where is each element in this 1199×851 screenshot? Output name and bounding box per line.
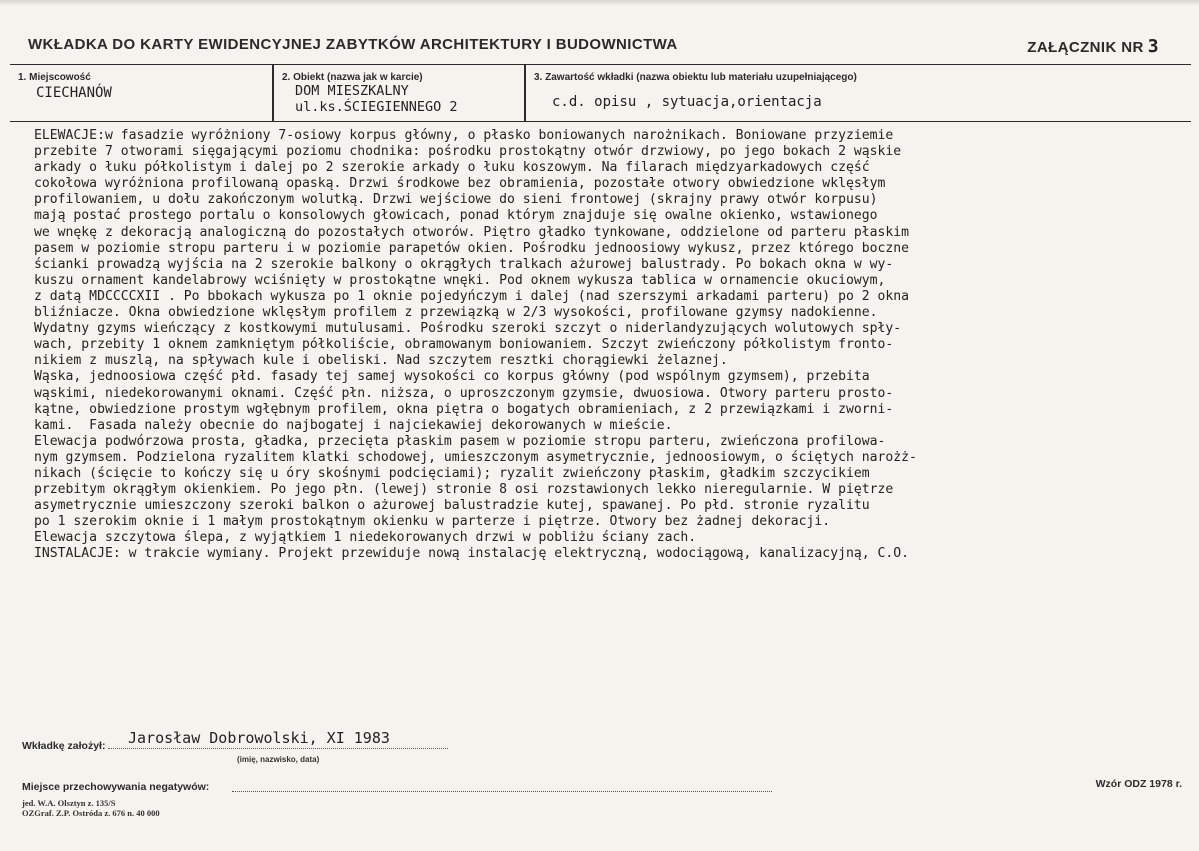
description-line: po 1 szerokim oknie i 1 małym prostokątnym okienku w parterze i piętrze. Otwory bez żadnej dekoracji. — [34, 514, 831, 530]
imprint-line-1: jed. W.A. Olsztyn z. 135/S — [22, 798, 116, 808]
description-line: pasem w poziomie stropu parteru i w poziomie parapetów okien. Pośrodku jednoosiowy wykusz, przez którego boczne — [34, 240, 910, 256]
description-line: kuszu ornament kandelabrowy wciśnięty w prostokątne wnęki. Pod oknem wykusza tablica w ornamencie okuciowym, — [34, 272, 886, 288]
description-line: Wydatny gzyms wieńczący z kostkowymi mutulusami. Pośrodku szeroki szczyt o niderlandyzujących wolutowych spły- — [34, 321, 902, 337]
description-line: nikiem z muszlą, na spływach kule i obeliski. Nad szczytem resztki chorągiewki żelaznej. — [34, 353, 728, 369]
signature-line — [108, 748, 448, 749]
locality-value: CIECHANÓW — [36, 85, 112, 101]
form-title: WKŁADKA DO KARTY EWIDENCYJNEJ ZABYTKÓW ARCHITEKTURY I BUDOWNICTWA — [28, 36, 678, 53]
negatives-label: Miejsce przechowywania negatywów: — [22, 781, 210, 793]
description-line: kątne, obwiedzione prostym wgłębnym profilem, okna piętra o bogatych obramieniach, z 2 przewiązkami i zworni- — [34, 401, 894, 417]
description-line: we wnękę z dekoracją analogiczną do pozostałych otworów. Piętro gładko tynkowane, oddzielone od parteru płaskim — [34, 224, 910, 240]
object-line-2: ul.ks.ŚCIEGIENNEGO 2 — [295, 99, 458, 115]
description-line: wach, przebity 1 oknem zamkniętym półkoliście, obramowanym boniowaniem. Szczyt zwieńczony półkolistym fronto- — [34, 337, 894, 353]
annex-label: ZAŁĄCZNIK NR — [1027, 39, 1144, 56]
description-line: Elewacja podwórzowa prosta, gładka, przecięta płaskim pasem w poziomie stropu parteru, zwieńczona profilowa- — [34, 433, 886, 449]
page-edge — [0, 0, 1199, 6]
description-line: nym gzymsem. Podzielona ryzalitem klatki schodowej, umieszczonym asymetrycznie, jednoosiowym, o ściętych narożż- — [34, 449, 917, 465]
description-line: ELEWACJE:w fasadzie wyróżniony 7-osiowy korpus główny, o płasko boniowanych narożnikach. Boniowane przyziemie — [34, 128, 894, 143]
annex-heading — [1027, 36, 1159, 57]
contents-value: c.d. opisu , sytuacja,orientacja — [552, 94, 822, 110]
negatives-line — [232, 791, 772, 792]
description-line: przebite 7 otworami sięgającymi poziomu chodnika: pośrodku prostokątny otwór drzwiowy, po jego bokach 2 wąskie — [34, 144, 902, 160]
description-body — [34, 128, 1184, 563]
description-line: wąskimi, niedekorowanymi oknami. Część płn. niższa, o uproszczonym gzymsie, dwuosiowa. Otwory parteru prosto- — [34, 385, 894, 401]
form-model: Wzór ODZ 1978 r. — [1095, 778, 1182, 790]
description-line: kami. Fasada należy obecnie do najbogatej i najciekawiej dekorowanych w mieście. — [34, 417, 673, 433]
description-line: mają postać prostego portalu o konsolowych głowicach, ponad którym znajduje się owalne okienko, wstawionego — [34, 208, 878, 224]
annex-number: 3 — [1147, 36, 1159, 57]
description-line: INSTALACJE: w trakcie wymiany. Projekt przewiduje nową instalację elektryczną, wodociągową, kanalizacyjną, C.O. — [34, 546, 910, 562]
object-line-1: DOM MIESZKALNY — [295, 83, 409, 99]
signature-label: Wkładkę założył: — [22, 740, 106, 752]
signature-hint: (imię, nazwisko, data) — [237, 755, 320, 764]
object-label: 2. Obiekt (nazwa jak w karcie) — [282, 72, 423, 83]
description-line: z datą MDCCCCXII . Po bbokach wykusza po 1 oknie pojedyńczym i dalej (nad szerszymi arkadami parteru) po 2 okna — [34, 288, 910, 304]
imprint-line-2: OZGraf. Z.P. Ostróda z. 676 n. 40 000 — [22, 808, 160, 818]
signature-value: Jarosław Dobrowolski, XI 1983 — [128, 729, 390, 747]
description-line: cokołowa wyróżniona profilowaną opaską. Drzwi środkowe bez obramienia, pozostałe otwory obwiedzione wklęsłym — [34, 176, 886, 192]
column-divider — [524, 65, 526, 121]
header-fields-box — [10, 64, 1191, 122]
description-line: arkady o łuku półkolistym i dalej po 2 szerokie arkady o łuku koszowym. Na filarach międzyarkadowych część — [34, 160, 870, 176]
description-line: Wąska, jednoosiowa część płd. fasady tej samej wysokości co korpus główny (pod wspólnym gzymsem), przebita — [34, 369, 870, 385]
contents-label: 3. Zawartość wkładki (nazwa obiektu lub materiału uzupełniającego) — [534, 72, 857, 83]
description-line: asymetrycznie umieszczony szeroki balkon o ażurowej balustradzie kutej, spawanej. Po płd. stronie ryzalitu — [34, 498, 870, 514]
description-line: przebitym okrągłym okienkiem. Po jego płn. (lewej) stronie 8 osi rozstawionych lekko nieregularnie. W piętrze — [34, 482, 894, 498]
description-line: nikach (ścięcie to kończy się u óry skośnymi podcięciami); ryzalit zwieńczony płaskim, gładkim szczycikiem — [34, 465, 870, 481]
locality-label: 1. Miejscowość — [18, 72, 91, 83]
description-line: Elewacja szczytowa ślepa, z wyjątkiem 1 niedekorowanych drzwi w pobliżu ściany zach. — [34, 530, 697, 546]
description-line: profilowaniem, u dołu zakończonym wolutką. Drzwi wejściowe do sieni frontowej (skrajny prawy otwór korpusu) — [34, 192, 878, 208]
description-line: ścianki prowadzą wyjścia na 2 szerokie balkony o okrągłych tralkach ażurowej balustrady. Po bokach okna w wy- — [34, 256, 894, 272]
description-line: bliźniacze. Okna obwiedzione wklęsłym profilem z przewiązką w 2/3 wysokości, profilowane gzymsy nadokienne. — [34, 305, 878, 321]
column-divider — [272, 65, 274, 121]
